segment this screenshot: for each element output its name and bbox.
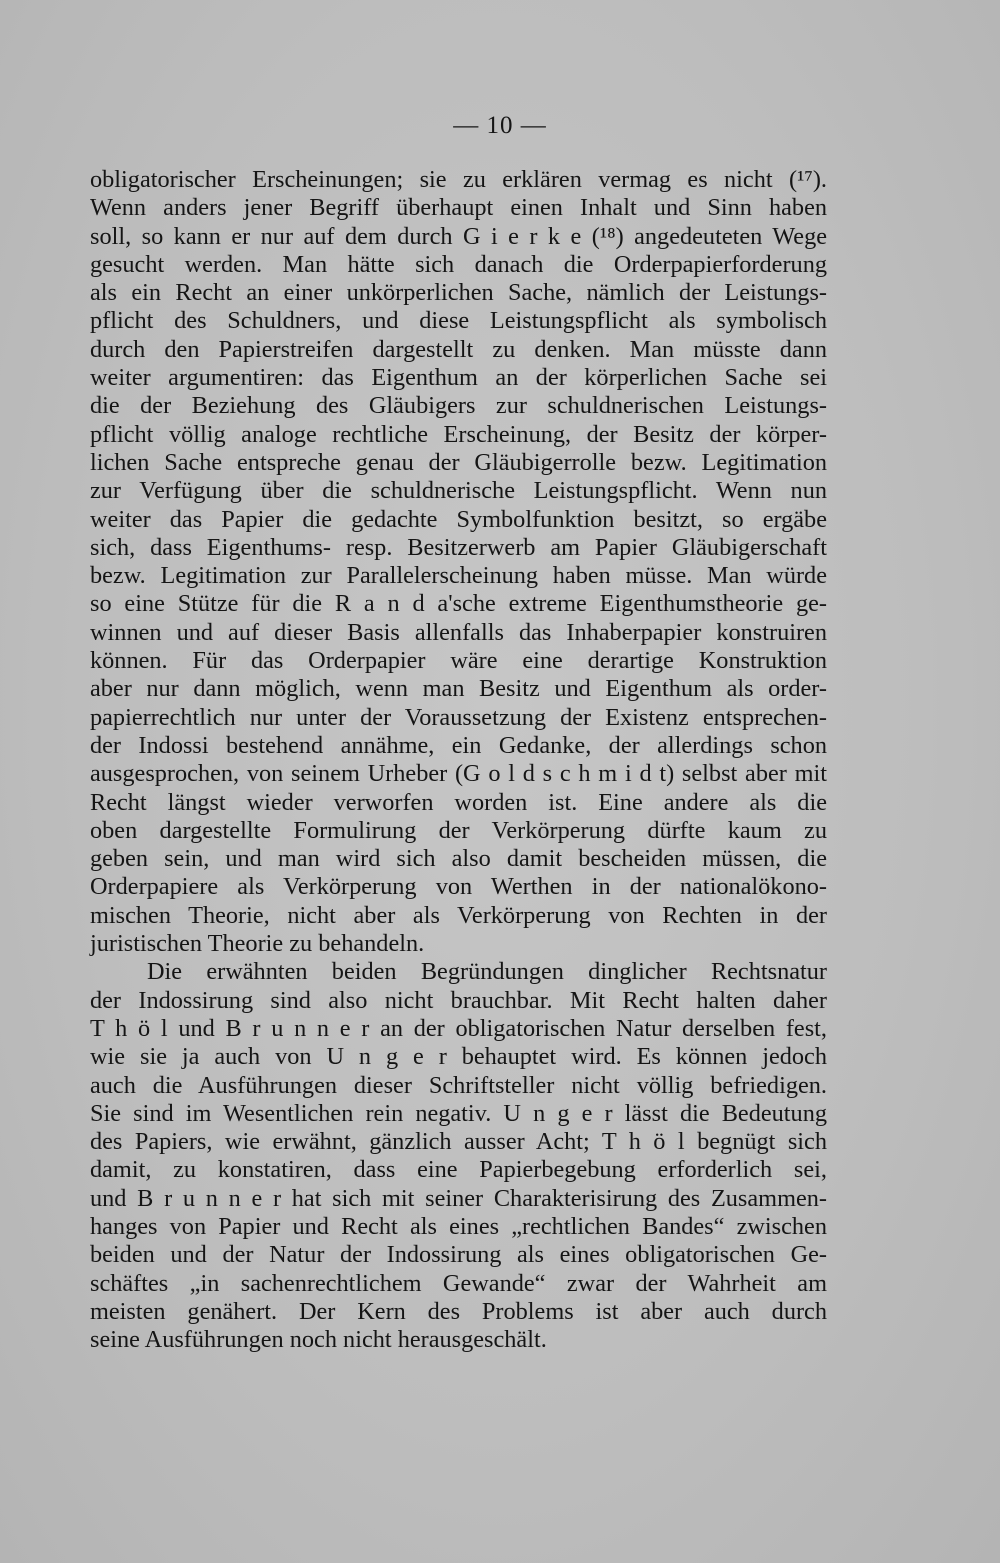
text-line: Wenn anders jener Begriff überhaupt einen Inhalt und Sinn haben bbox=[90, 194, 827, 222]
text-line: zur Verfügung über die schuldnerische Leistungspflicht. Wenn nun bbox=[90, 477, 827, 505]
text-line: ausgesprochen, von seinem Urheber (G o l d s c h m i d t) selbst aber mit bbox=[90, 760, 827, 788]
text-line: geben sein, und man wird sich also damit bescheiden müssen, die bbox=[90, 845, 827, 873]
text-line: Sie sind im Wesentlichen rein negativ. U n g e r lässt die Bedeutung bbox=[90, 1099, 827, 1127]
text-line: pflicht des Schuldners, und diese Leistungspflicht als symbolisch bbox=[90, 307, 827, 335]
text-line: soll, so kann er nur auf dem durch G i e r k e (¹⁸) angedeuteten Wege bbox=[90, 222, 827, 250]
text-line: weiter argumentiren: das Eigenthum an der körperlichen Sache sei bbox=[90, 364, 827, 392]
text-line: winnen und auf dieser Basis allenfalls das Inhaberpapier konstruiren bbox=[90, 618, 827, 646]
text-line: Orderpapiere als Verkörperung von Werthen in der nationalökono- bbox=[90, 873, 827, 901]
text-line: meisten genähert. Der Kern des Problems ist aber auch durch bbox=[90, 1297, 827, 1325]
text-line: sich, dass Eigenthums- resp. Besitzerwerb am Papier Gläubigerschaft bbox=[90, 533, 827, 561]
text-line: der Indossi bestehend annähme, ein Gedanke, der allerdings schon bbox=[90, 731, 827, 759]
text-line: des Papiers, wie erwähnt, gänzlich ausser Acht; T h ö l begnügt sich bbox=[90, 1128, 827, 1156]
text-line: durch den Papierstreifen dargestellt zu denken. Man müsste dann bbox=[90, 335, 827, 363]
paragraph-1 bbox=[90, 166, 827, 958]
text-line: damit, zu konstatiren, dass eine Papierbegebung erforderlich sei, bbox=[90, 1156, 827, 1184]
text-line: lichen Sache entspreche genau der Gläubigerrolle bezw. Legitimation bbox=[90, 448, 827, 476]
page-number: — 10 — bbox=[453, 112, 547, 139]
text-line: der Indossirung sind also nicht brauchbar. Mit Recht halten daher bbox=[90, 986, 827, 1014]
text-line: beiden und der Natur der Indossirung als eines obligatorischen Ge- bbox=[90, 1241, 827, 1269]
text-line: wie sie ja auch von U n g e r behauptet wird. Es können jedoch bbox=[90, 1043, 827, 1071]
text-line: die der Beziehung des Gläubigers zur schuldnerischen Leistungs- bbox=[90, 392, 827, 420]
text-line: hanges von Papier und Recht als eines „rechtlichen Bandes“ zwischen bbox=[90, 1212, 827, 1240]
text-line: weiter das Papier die gedachte Symbolfunktion besitzt, so ergäbe bbox=[90, 505, 827, 533]
text-line: T h ö l und B r u n n e r an der obligatorischen Natur derselben fest, bbox=[90, 1014, 827, 1042]
paragraph-2 bbox=[90, 958, 827, 1354]
text-line: seine Ausführungen noch nicht herausgeschält. bbox=[90, 1326, 547, 1354]
body-text bbox=[90, 166, 827, 1354]
text-line: bezw. Legitimation zur Parallelerscheinung haben müsse. Man würde bbox=[90, 562, 827, 590]
text-line: Die erwähnten beiden Begründungen dinglicher Rechtsnatur bbox=[147, 958, 827, 986]
text-line: Recht längst wieder verworfen worden ist. Eine andere als die bbox=[90, 788, 827, 816]
text-line: gesucht werden. Man hätte sich danach die Orderpapierforderung bbox=[90, 250, 827, 278]
text-line: mischen Theorie, nicht aber als Verkörperung von Rechten in der bbox=[90, 901, 827, 929]
text-line: und B r u n n e r hat sich mit seiner Charakterisirung des Zusammen- bbox=[90, 1184, 827, 1212]
text-line: auch die Ausführungen dieser Schriftsteller nicht völlig befriedigen. bbox=[90, 1071, 827, 1099]
text-line: können. Für das Orderpapier wäre eine derartige Konstruktion bbox=[90, 647, 827, 675]
text-line: juristischen Theorie zu behandeln. bbox=[90, 930, 425, 958]
text-line: aber nur dann möglich, wenn man Besitz und Eigenthum als order- bbox=[90, 675, 827, 703]
text-line: pflicht völlig analoge rechtliche Erscheinung, der Besitz der körper- bbox=[90, 420, 827, 448]
text-line: papierrechtlich nur unter der Voraussetzung der Existenz entsprechen- bbox=[90, 703, 827, 731]
text-line: oben dargestellte Formulirung der Verkörperung dürfte kaum zu bbox=[90, 816, 827, 844]
text-line: so eine Stütze für die R a n d a'sche extreme Eigenthumstheorie ge- bbox=[90, 590, 827, 618]
text-line: obligatorischer Erscheinungen; sie zu erklären vermag es nicht (¹⁷). bbox=[90, 166, 827, 193]
text-line: schäftes „in sachenrechtlichem Gewande“ zwar der Wahrheit am bbox=[90, 1269, 827, 1297]
text-line: als ein Recht an einer unkörperlichen Sache, nämlich der Leistungs- bbox=[90, 279, 827, 307]
